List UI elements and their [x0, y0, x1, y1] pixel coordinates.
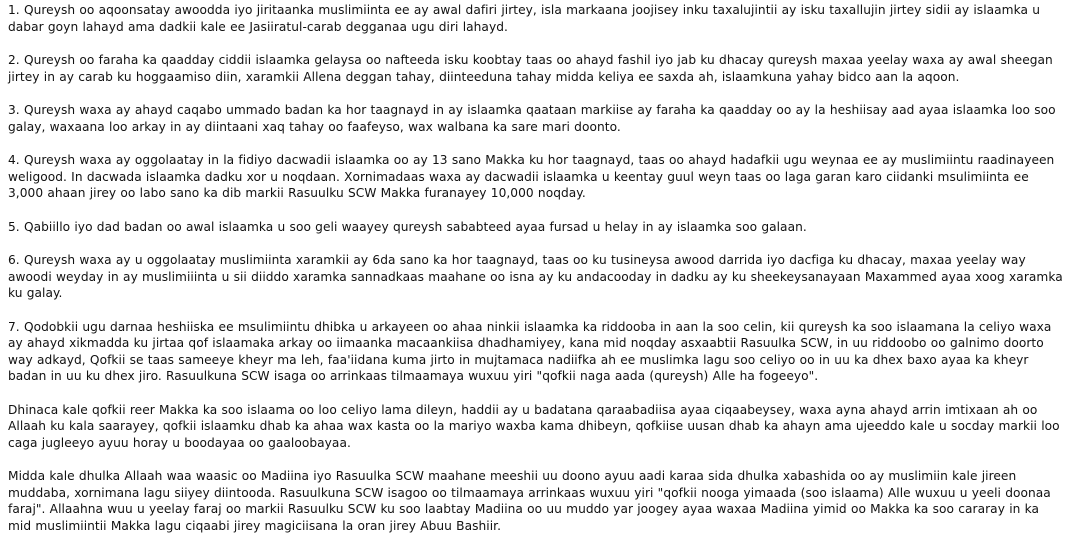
article-body	[8, 2, 1063, 551]
paragraph-6: 6. Qureysh waxa ay u oggolaatay muslimiinta xaramkii ay 6da sano ka hor taagnayd, taas oo ku tusineysa awood darrida iyo dacfiga ku dhacay, maxaa yeelay way awoodi weyday in ay muslimiiinta u sii diiddo xaramka sannadkaas maahane oo isna ay ku andacooday in dadku ay ku sheekeysanayaan Maxammed ayaa xoog xaramka ku galay.	[8, 252, 1063, 301]
paragraph-2: 2. Qureysh oo faraha ka qaadday ciddii islaamka gelaysa oo nafteeda isku koobtay taas oo ahayd fashil iyo jab ku dhacay qureysh maxaa yeelay waxa ay awal sheegan jirtey in ay carab ku hoggaamiso diin, xaramkii Allena deggan tahay, diinteeduna tahay midda keliya ee saxda ah, islaamkuna yahay bidco aan la aqoon.	[8, 52, 1053, 84]
paragraph-1: 1. Qureysh oo aqoonsatay awoodda iyo jiritaanka muslimiinta ee ay awal dafiri jirtey, isla markaana joojisey inku taxalujintii ay isku taxallujin jirtey sidii ay islaamka u dabar goyn lahayd ama dadkii kale ee Jasiiratul-carab degganaa ugu diri lahayd.	[8, 3, 1041, 34]
paragraph-3: 3. Qureysh waxa ay ahayd caqabo ummado badan ka hor taagnayd in ay islaamka qaataan markiise ay faraha ka qaadday oo ay la heshiisay aad ayaa islaamka loo soo galay, waxaana loo arkay in ay diintaani xaq tahay oo faafeyso, wax walbana ka sare mari doonto.	[8, 102, 1056, 134]
paragraph-9: Midda kale dhulka Allaah waa waasic oo Madiina iyo Rasuulka SCW maahane meeshii uu doono ayuu aadi karaa sida dhulka xabashida oo ay muslimiin kale jireen muddaba, xornimana lagu siiyey diintooda. Rasuulkuna SCW isagoo oo tilmaamaya arrinkaas wuxuu yiri "qofkii nooga yimaada (soo islaama) Alle wuxuu u yeeli doonaa faraj". Allaahna wuu u yeelay faraj oo markii Rasuulku SCW ku soo laabtay Madiina oo uu muddo yar joogey ayaa waxaa Madiina yimid oo Makka ka soo cararay in ka mid muslimiintii Makka lagu ciqaabi jirey magiciisana la oran jirey Abuu Bashiir.	[8, 469, 1051, 534]
paragraph-7: 7. Qodobkii ugu darnaa heshiiska ee msulimiintu dhibka u arkayeen oo ahaa ninkii islaamka ka riddooba in aan la soo celin, kii qureysh ka soo islaamana la celiyo waxa ay ahayd xikmadda ku jirtaa qof islaamaka arkay oo iimaanka macaankiisa dhadhamiyey, kana mid noqday asxaabtii Rasuulka SCW, in uu riddoobo oo galnimo doorto way adkayd, Qofkii se taas sameeye kheyr ma leh, faa'iidana kuma jirto in mujtamaca nadiifka ah ee muslimka lagu soo celiyo oo in uu ka dhex baxo ayaa ka kheyr badan in uu ku dhex jiro. Rasuulkuna SCW isaga oo arrinkaas tilmaamaya wuxuu yiri "qofkii naga aada (qureysh) Alle ha fogeeyo".	[8, 319, 1052, 384]
paragraph-8: Dhinaca kale qofkii reer Makka ka soo islaama oo loo celiyo lama dileyn, haddii ay u badatana qaraabadiisa ayaa ciqaabeysey, waxa ayna ahayd arrin imtixaan ah oo Allaah ku kala saarayey, qofkii islaamku dhab ka ahaa wax kasta oo la mariyo waxba kama dhibeyn, qofkiise uusan dhab ka ahayn ama ujeeddo kale u socday markii loo caga jugleeyo ayuu horay u boodayaa oo gaaloobayaa.	[8, 402, 1060, 450]
paragraph-5: 5. Qabiillo iyo dad badan oo awal islaamka u soo geli waayey qureysh sababteed ayaa fursad u helay in ay islaamka soo galaan.	[8, 219, 807, 234]
paragraph-4: 4. Qureysh waxa ay oggolaatay in la fidiyo dacwadii islaamka oo ay 13 sano Makka ku hor taagnayd, taas oo ahayd hadafkii ugu weynaa ee ay muslimiintu raadinayeen weligood. In dacwada islaamka dadku xor u noqdaan. Xornimadaas waxa ay dacwadii islaamka u keentay guul weyn taas oo laga garan karo ciidanki msulimiinta ee 3,000 ahaan jirey oo labo sano ka dib markii Rasuulku SCW Makka furanayey 10,000 noqday.	[8, 152, 1055, 201]
